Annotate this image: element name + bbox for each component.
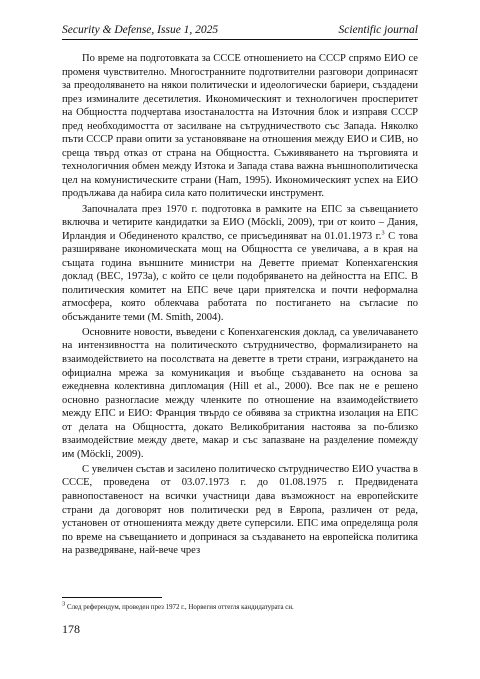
paragraph-4: С увеличен състав и засилено политическо сътрудничество ЕИО участва в СССЕ, проведена от 03.07.1973 г. до 01.08.1975 г. Предвидената равнопоставеност на всички участници дава възможност на европейските страни да договорят нов политически ред в Европа, различен от реда, установен от отношенията между двете суперсили. ЕПС има определяща роля по време на съвещанието и допринася за създаването на европейска политика на разведряване, най-вече чрез bbox=[62, 463, 418, 557]
footnote-text: След референдум, проведен през 1972 г., Норвегия оттегля кандидатурата си. bbox=[65, 604, 294, 611]
paragraph-2-text: Започналата през 1970 г. подготовка в рамките на ЕПС за съвещанието включва и четирите кандидатки за ЕИО (Möckli, 2009), три от които – Дания, Ирландия и Обединеното кралство, се присъединяват на 01.01.1973 г. bbox=[62, 203, 418, 242]
footnote-mark: 3 bbox=[62, 600, 66, 608]
journal-type: Scientific journal bbox=[338, 24, 418, 36]
footnote-ref[interactable]: 3 bbox=[381, 229, 385, 237]
journal-title: Security & Defense, Issue 1, 2025 bbox=[62, 24, 219, 36]
body-text bbox=[62, 52, 418, 559]
paragraph-2-text-cont: С това разширяване икономическата мощ на Общността се увеличава, а в края на същата година външните министри на Деветте приемат Копенхагенския доклад (BEC, 1973a), с който се цели подобряването на дейността на ЕПС. В политическия комитет на ЕПС вече цари приятелска и почти неформална атмосфера, която облекчава работата по постигането на съгласие по обсъжданите теми (M. Smith, 2004). bbox=[62, 230, 418, 323]
running-header bbox=[62, 22, 418, 38]
paragraph-1: По време на подготовката за СССЕ отношението на СССР спрямо ЕИО се променя чувствително. Многостранните подготвителни разговори допринасят за преодоляването на някои политически и идеологически бариери, създадени през изминалите десетилетия. Икономическият и технологичен просперитет на Общността подчертава изостаналостта на Източния блок и изправя СССР пред необходимостта от засилване на сътрудничеството със Запада. Няколко пъти СССР прави опити за установяване на отношения между ЕИО и СИВ, но среща твърд отказ от страна на Общността. Съживяването на търговията и технологичния обмен между Изтока и Запада става важна външнополитическа цел на комунистическите страни (Ham, 1995). Икономическият успех на ЕИО продължава да набира сила като политически инструмент. bbox=[62, 53, 418, 200]
page-number: 178 bbox=[62, 622, 80, 636]
paragraph-3: Основните новости, въведени с Копенхагенския доклад, са увеличаването на интензивността на политическото сътрудничество, формализирането на взаимодействието на посолствата на деветте в трети страни, изграждането на официална мрежа за комуникация и въобще създаването на основа за ежедневна колективна дипломация (Hill et al., 2000). Все пак не е решено основно разногласие между членките по отношение на взаимодействието между ЕПС и ЕИО: Франция твърдо се обявява за стриктна изолация на ЕПС от делата на Общността, докато Великобритания настоява за по-близко взаимодействие между двете, макар и със запазване на разделение помежду им (Möckli, 2009). bbox=[62, 326, 418, 460]
footnote-rule bbox=[62, 597, 162, 598]
footnote bbox=[62, 600, 418, 612]
header-rule bbox=[62, 39, 418, 40]
paragraph-2 bbox=[62, 203, 418, 325]
